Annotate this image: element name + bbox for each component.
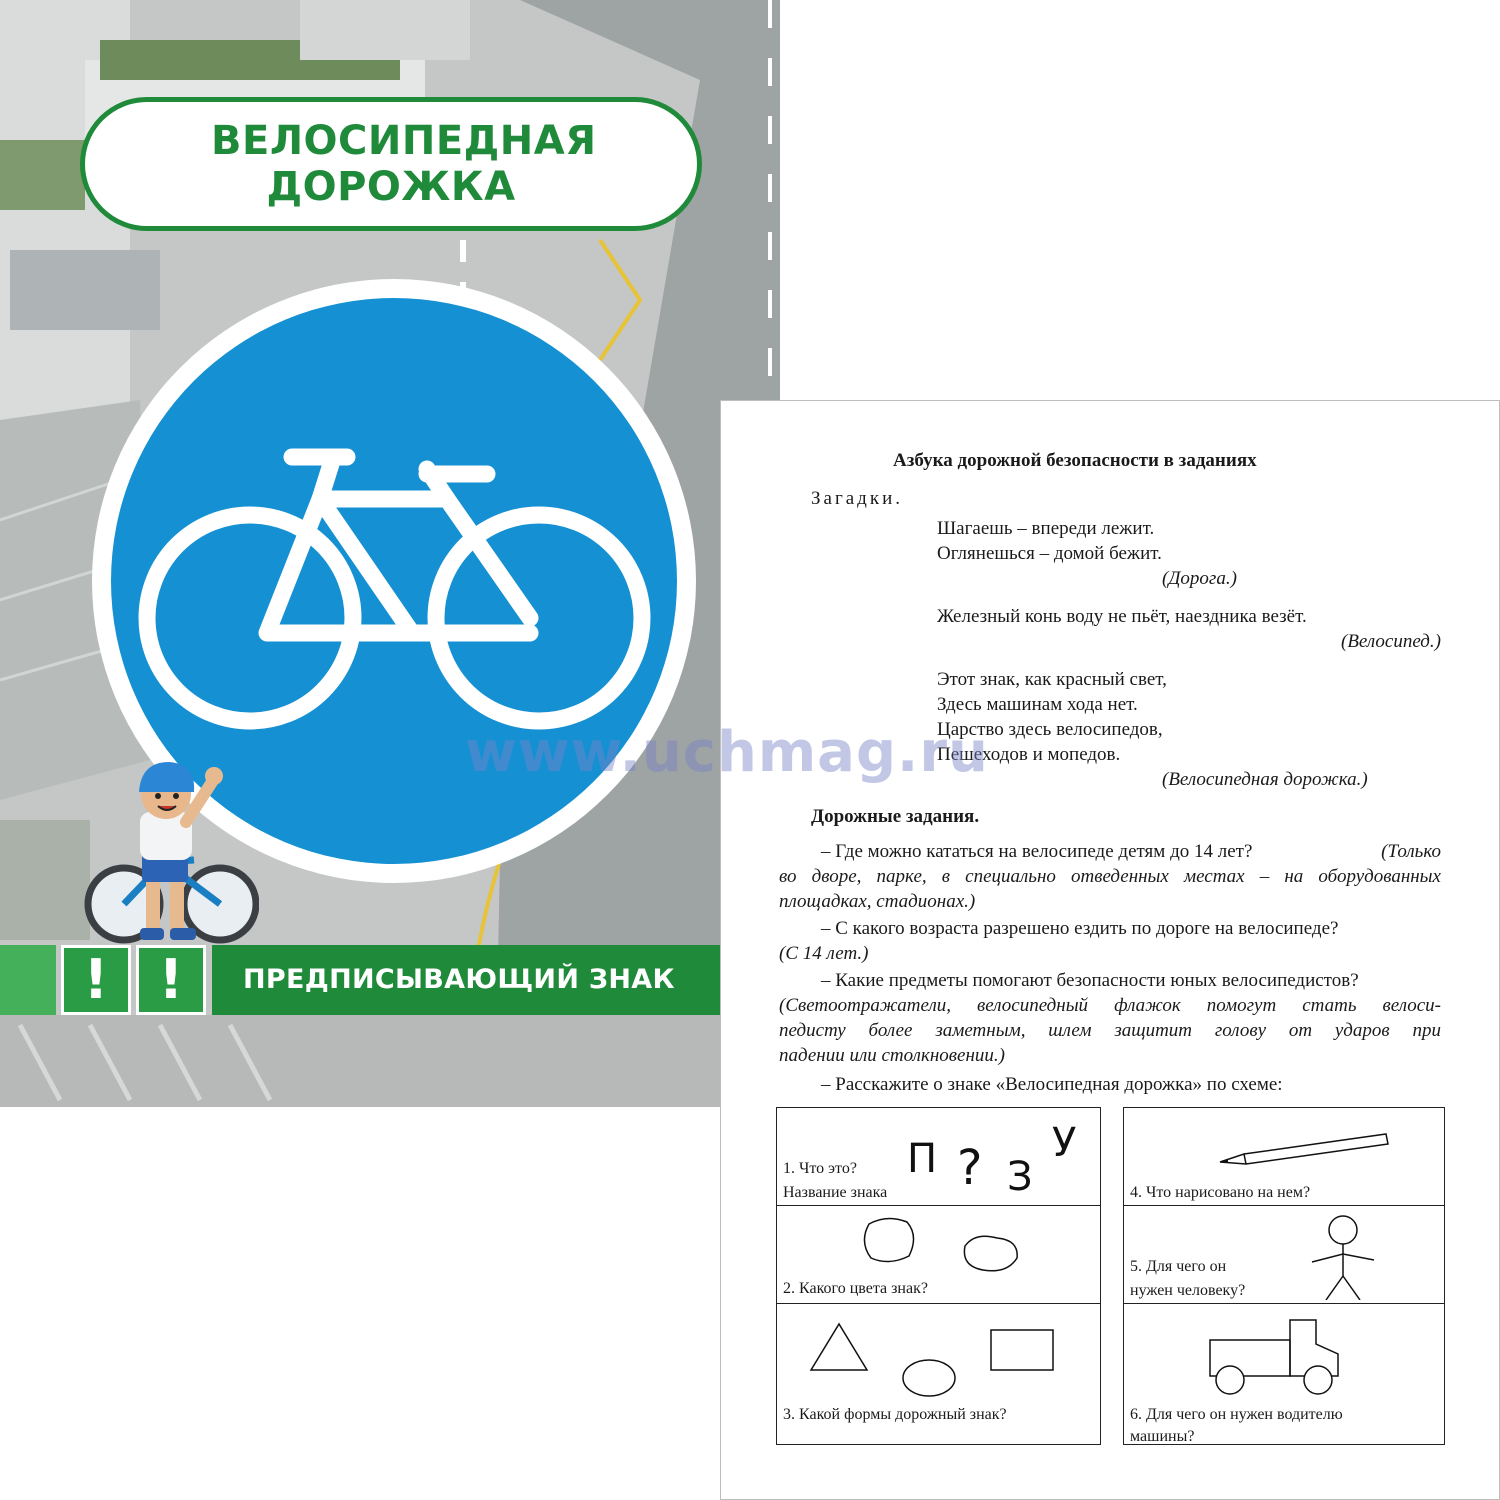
riddle-line: Этот знак, как красный свет, <box>937 669 1167 690</box>
riddle-line: Здесь машинам хода нет. <box>937 694 1138 715</box>
task-answer: (Светоотражатели, велосипедный флажок помогут стать велоси- <box>779 995 1441 1016</box>
riddle-line: Железный конь воду не пьёт, наездника везёт. <box>937 606 1307 627</box>
pencil-icon <box>1214 1130 1394 1170</box>
shapes-icon <box>807 1320 1067 1400</box>
card-title: ВЕЛОСИПЕДНАЯ ДОРОЖКА <box>211 118 597 210</box>
person-icon <box>1308 1214 1378 1300</box>
task-answer: педисту более заметным, шлем защитит голову от ударов при <box>779 1020 1441 1041</box>
sign-type-band <box>0 945 780 1015</box>
task-question: – Какие предметы помогают безопасности юных велосипедистов? <box>821 970 1359 991</box>
task-answer: во дворе, парке, в специально отведенных местах – на оборудованных <box>779 866 1441 887</box>
band-left-block <box>0 945 56 1015</box>
task-answer: площадках, стадионах.) <box>779 891 976 912</box>
task-answer: падении или столкновении.) <box>779 1045 1005 1066</box>
truck-icon <box>1208 1318 1348 1398</box>
watermark: www.uchmag.ru <box>465 720 989 785</box>
schema-cell-label: 1. Что это? <box>783 1160 857 1177</box>
exclamation-icon: ! <box>136 945 206 1015</box>
exclamation-icon: ! <box>61 945 131 1015</box>
title-plate <box>80 97 702 231</box>
riddle-line: Царство здесь велосипедов, <box>937 719 1163 740</box>
schema-cell <box>1124 1303 1444 1446</box>
schema-cell-label: нужен человеку? <box>1130 1282 1246 1299</box>
riddle-line: Пешеходов и мопедов. <box>937 744 1121 765</box>
task-question: – С какого возраста разрешено ездить по дороге на велосипеде? <box>821 918 1339 939</box>
schema-table-left <box>776 1107 1101 1445</box>
schema-cell <box>1124 1205 1444 1303</box>
schema-cell-label: 3. Какой формы дорожный знак? <box>783 1406 1007 1423</box>
sign-type-label: ПРЕДПИСЫВАЮЩИЙ ЗНАК <box>243 964 675 995</box>
riddle-line: Оглянешься – домой бежит. <box>937 543 1162 564</box>
task-question: – Расскажите о знаке «Велосипедная дорожка» по схеме: <box>821 1074 1283 1095</box>
riddle-answer: (Дорога.) <box>1162 568 1237 589</box>
back-page <box>720 400 1500 1500</box>
riddle-answer: (Велосипедная дорожка.) <box>1162 769 1368 790</box>
question-glyph: ? <box>957 1140 983 1196</box>
tasks-title: Дорожные задания. <box>811 806 980 827</box>
color-blots-icon <box>857 1214 1027 1274</box>
schema-cell-label: Название знака <box>783 1184 888 1201</box>
letter-glyph: З <box>1007 1154 1033 1200</box>
letter-glyph: У <box>1052 1120 1077 1166</box>
schema-table-right <box>1123 1107 1445 1445</box>
schema-cell-label: 6. Для чего он нужен водителю <box>1130 1406 1343 1423</box>
schema-cell <box>777 1108 1100 1205</box>
schema-cell <box>777 1303 1100 1446</box>
front-card <box>0 0 780 1107</box>
letter-glyph: П <box>907 1136 938 1182</box>
page-heading: Азбука дорожной безопасности в заданиях <box>893 450 1257 471</box>
schema-cell-label: 5. Для чего он <box>1130 1258 1227 1275</box>
schema-cell <box>777 1205 1100 1303</box>
riddle-answer: (Велосипед.) <box>1341 631 1441 652</box>
schema-cell-label: машины? <box>1130 1428 1195 1445</box>
task-answer: (С 14 лет.) <box>779 943 869 964</box>
schema-cell-label: 4. Что нарисовано на нем? <box>1130 1184 1311 1201</box>
kid-with-bicycle-illustration <box>84 752 259 952</box>
riddles-title: Загадки. <box>811 488 903 509</box>
schema-cell-label: 2. Какого цвета знак? <box>783 1280 928 1297</box>
schema-cell <box>1124 1108 1444 1205</box>
task-answer: (Только <box>1381 841 1441 862</box>
task-question: – Где можно кататься на велосипеде детям до 14 лет? <box>821 841 1253 862</box>
riddle-line: Шагаешь – впереди лежит. <box>937 518 1155 539</box>
